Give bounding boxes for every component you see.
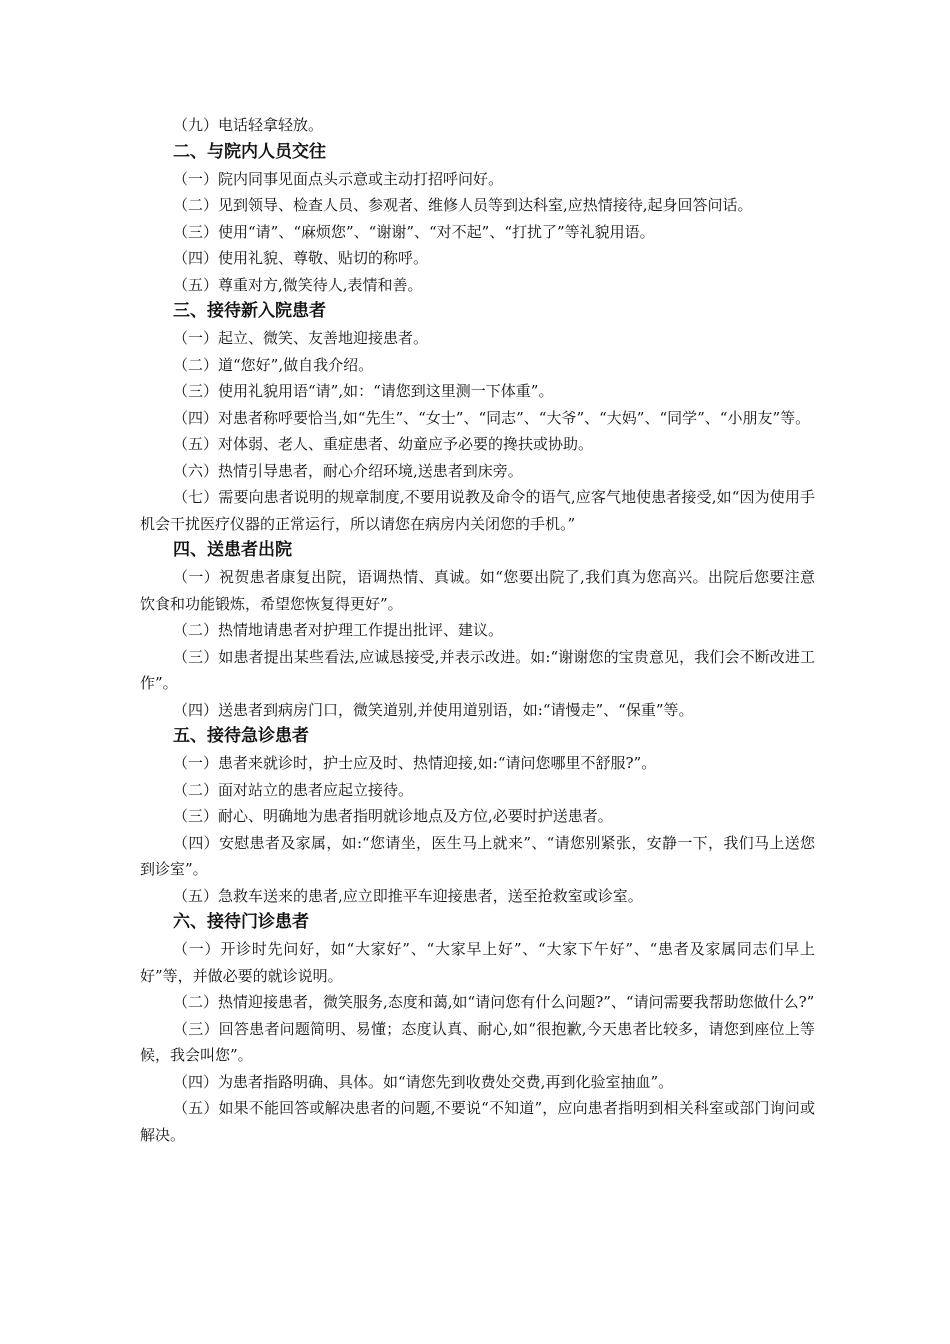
paragraph: （五）如果不能回答或解决患者的问题,不要说“不知道”，应向患者指明到相关科室或部门询问或解决。 [140,1099,815,1144]
section-4 [140,537,815,723]
paragraph: （四）使用礼貌、尊敬、贴切的称呼。 [173,249,429,267]
section-2 [140,139,815,299]
paragraph: （四）安慰患者及家属，如:“您请坐，医生马上就来”、“请您别紧张，安静一下，我们马上送您到诊室”。 [140,833,815,878]
section-heading: 六、接待门诊患者 [173,912,309,932]
paragraph: （三）耐心、明确地为患者指明就诊地点及方位,必要时护送患者。 [173,807,613,825]
paragraph: （四）对患者称呼要恰当,如“先生”、“女士”、“同志”、“大爷”、“大妈”、“同学”、“小朋友”等。 [173,408,811,427]
paragraph: （二）见到领导、检查人员、参观者、维修人员等到达科室,应热情接待,起身回答问话。 [173,196,753,214]
paragraph: （二）热情迎接患者，微笑服务,态度和蔼,如“请问您有什么问题?”、“请问需要我帮助您做什么?” [173,993,815,1011]
paragraph: （一）院内同事见面点头示意或主动打招呼问好。 [173,169,504,188]
paragraph: （五）急救车送来的患者,应立即推平车迎接患者，送至抢救室或诊室。 [173,886,643,905]
paragraph: （三）如患者提出某些看法,应诚恳接受,并表示改进。如:“谢谢您的宝贵意见，我们会不断改进工作”。 [140,647,815,692]
paragraph: （五）尊重对方,微笑待人,表情和善。 [173,275,423,294]
section-3 [140,298,815,537]
paragraph: （二）热情地请患者对护理工作提出批评、建议。 [173,621,504,639]
section-heading: 三、接待新入院患者 [173,301,326,321]
paragraph: （一）开诊时先问好，如“大家好”、“大家早上好”、“大家下午好”、“患者及家属同志们早上好”等，并做必要的就诊说明。 [140,940,815,985]
section-heading: 二、与院内人员交往 [173,141,326,162]
paragraph: （四）送患者到病房门口，微笑道别,并使用道别语，如:“请慢走”、“保重”等。 [173,700,694,719]
section-heading: 五、接待急诊患者 [173,726,309,746]
paragraph: （二）道“您好”,做自我介绍。 [173,355,374,374]
section-6 [140,909,815,1148]
paragraph: （三）回答患者问题简明、易懂；态度认真、耐心,如“很抱歉,今天患者比较多，请您到座位上等候，我会叫您”。 [140,1019,815,1064]
section-heading: 四、送患者出院 [173,540,292,560]
paragraph: （三）使用“请”、“麻烦您”、“谢谢”、“对不起”、“打扰了”等礼貌用语。 [173,222,655,241]
document-page [140,112,815,1148]
paragraph: （六）热情引导患者，耐心介绍环境,送患者到床旁。 [173,461,523,480]
paragraph: （三）使用礼貌用语“请”,如：“请您到这里测一下体重”。 [173,382,554,400]
paragraph: （七）需要向患者说明的规章制度,不要用说教及命令的语气,应客气地使患者接受,如“因为使用手机会干扰医疗仪器的正常运行，所以请您在病房内关闭您的手机。” [140,488,815,533]
paragraph-intro-9: （九）电话轻拿轻放。 [173,116,324,134]
paragraph: （二）面对站立的患者应起立接待。 [173,780,414,799]
paragraph: （四）为患者指路明确、具体。如“请您先到收费处交费,再到化验室抽血”。 [173,1072,674,1091]
paragraph: （一）祝贺患者康复出院，语调热情、真诚。如“您要出院了,我们真为您高兴。出院后您要注意饮食和功能锻炼，希望您恢复得更好”。 [140,568,815,613]
section-5 [140,723,815,909]
paragraph: （五）对体弱、老人、重症患者、幼童应予必要的搀扶或协助。 [173,435,594,453]
paragraph: （一）患者来就诊时，护士应及时、热情迎接,如:“请问您哪里不舒服?”。 [173,754,657,772]
paragraph: （一）起立、微笑、友善地迎接患者。 [173,329,429,347]
